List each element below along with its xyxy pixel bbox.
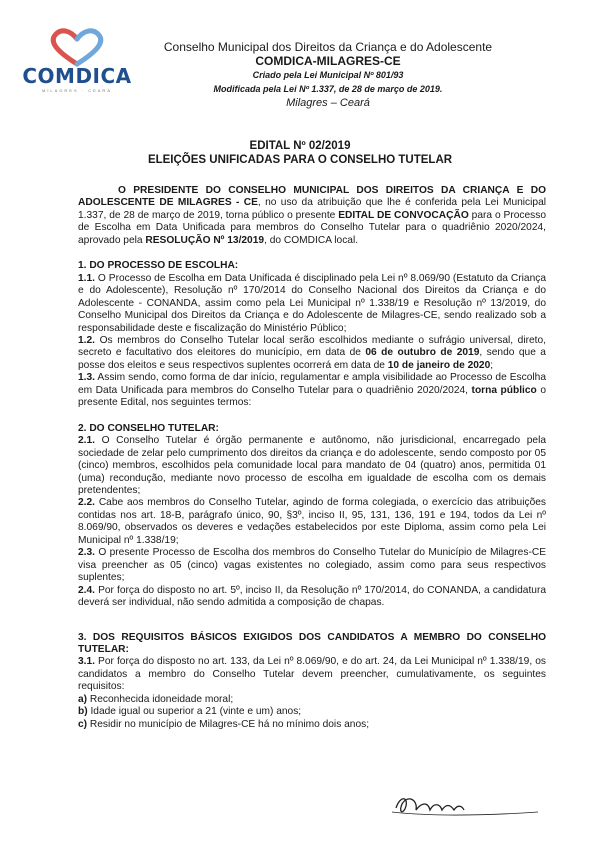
intro-paragraph — [78, 185, 546, 247]
clause-text: O Conselho Tutelar é órgão permanente e autônomo, não jurisdicional, encarregado pela sociedade de zelar pelo cumprimento dos direitos da criança e do adolescente, sendo composto por 05 (cinco) membros, escolhidos pela comunidade local para mandato de 04 (quatro) anos, permitida 01 (uma) recondução, mediante novo processo de escolha em igualdade de escolha com os demais pretendentes; — [78, 435, 546, 496]
intro-bold-edital: EDITAL DE CONVOCAÇÃO — [338, 209, 469, 221]
clause-bold-date: 06 de outubro de 2019 — [365, 347, 480, 359]
header-acronym: COMDICA-MILAGRES-CE — [255, 54, 401, 68]
section-2-heading: 2. DO CONSELHO TUTELAR: — [78, 422, 219, 434]
clause-number: 1.1. — [78, 272, 95, 284]
clause-text: Por força do disposto no art. 133, da Lei nº 8.069/90, e do art. 24, da Lei Municipal nº 1.338/19, os candidatos a membro do Conselho Tutelar devem preencher, cumulativamente, os seguintes requisitos: — [78, 656, 546, 693]
item-letter: b) — [78, 706, 88, 718]
comdica-logo — [18, 28, 136, 98]
clause-number: 2.1. — [78, 435, 95, 447]
intro-text-2: para o Processo de Escolha em Data Unificada para membros do Conselho Tutelar para o quadriênio 2020/2024, aprovado pela — [78, 209, 547, 246]
item-letter: a) — [78, 693, 88, 705]
requirement-item — [78, 694, 546, 706]
header-council-name: Conselho Municipal dos Direitos da Criança e do Adolescente — [163, 40, 493, 54]
intro-text-1: , no uso da atribuição que lhe é conferida pela Lei Municipal 1.337, de 28 de março de 2019, torna público o presente — [78, 197, 546, 221]
edital-number: EDITAL Nº 02/2019 — [249, 140, 351, 152]
header-city: Milagres – Ceará — [286, 97, 370, 109]
clause-number: 2.4. — [78, 584, 95, 596]
item-text: Residir no município de Milagres-CE há no mínimo dois anos; — [87, 718, 370, 730]
clause-2-4 — [78, 585, 546, 610]
clause-number: 1.2. — [78, 334, 95, 346]
clause-bold-date: 10 de janeiro de 2020 — [387, 359, 491, 371]
intro-text-3: , do COMDICA local. — [264, 234, 359, 246]
intro-bold-resolution: RESOLUÇÃO Nº 13/2019 — [145, 234, 265, 246]
clause-1-3 — [78, 372, 546, 409]
document-body — [78, 185, 546, 731]
clause-2-2 — [78, 497, 546, 547]
clause-number: 3.1. — [78, 656, 95, 668]
document-title-block — [60, 139, 540, 167]
clause-text: Os membros do Conselho Tutelar local serão escolhidos mediante o sufrágio universal, direto, secreto e facultativo dos eleitores do município, em data de — [78, 334, 546, 359]
clause-number: 1.3. — [78, 372, 95, 384]
requirement-item — [78, 706, 546, 718]
clause-bold-text: torna público — [471, 384, 537, 396]
clause-text: o presente Edital, nos seguintes termos: — [78, 384, 546, 409]
clause-1-2 — [78, 335, 546, 372]
clause-text: Por força do disposto no art. 5º, inciso II, da Resolução nº 170/2014, do CONANDA, a candidatura deverá ser individual, não sendo admitida a composição de chapas. — [78, 584, 546, 609]
clause-3-1 — [78, 656, 546, 693]
edital-subtitle: ELEIÇÕES UNIFICADAS PARA O CONSELHO TUTELAR — [147, 154, 453, 166]
header-modification-law: Modificada pela Lei Nº 1.337, de 28 de março de 2019. — [213, 84, 443, 94]
header-creation-law: Criado pela Lei Municipal Nº 801/93 — [252, 70, 404, 80]
clause-number: 2.2. — [78, 497, 95, 509]
clause-number: 2.3. — [78, 547, 95, 559]
handwritten-signature — [388, 790, 538, 820]
clause-text: ; — [490, 359, 494, 371]
clause-text: O Processo de Escolha em Data Unificada é disciplinado pela Lei nº 8.069/90 (Estatuto da Criança e do Adolescente), Resolução nº 170/2014 do Conselho Nacional dos Direitos da Criança e do Adolescente - CONANDA, assim como pela Lei Municipal nº 1.338/19 e Resolução nº 13/2019, do Conselho Municipal dos Direitos da Criança e do Adolescente de Milagres-CE, sendo realizado sob a responsabilidade deste e fiscalização do Ministério Público; — [78, 272, 546, 334]
heart-logo-icon — [18, 28, 136, 68]
section-1-heading: 1. DO PROCESSO DE ESCOLHA: — [78, 260, 239, 272]
logo-subtext: MILAGRES · CEARÁ — [41, 88, 112, 93]
logo-text: COMDICA — [22, 64, 132, 88]
clause-text: Cabe aos membros do Conselho Tutelar, agindo de forma colegiada, o exercício das atribuições contidas nos art. 18-B, parágrafo único, 90, §3º, inciso II, 95, 131, 136, 191 e 194, todos da Lei nº 8.069/90, observados os deveres e vedações estabelecidos por este Diploma, assim como pela Lei Municipal nº 1.338/19; — [78, 497, 546, 546]
clause-text: , sendo que a posse dos eleitos e seus respectivos suplentes ocorrerá em data de — [78, 347, 546, 371]
requirement-item — [78, 719, 546, 731]
clause-2-3 — [78, 547, 546, 584]
clause-2-1 — [78, 435, 546, 497]
section-3-heading: 3. DOS REQUISITOS BÁSICOS EXIGIDOS DOS CANDIDATOS A MEMBRO DO CONSELHO TUTELAR: — [78, 631, 546, 655]
letterhead — [138, 40, 518, 110]
item-text: Reconhecida idoneidade moral; — [87, 693, 234, 705]
clause-text: O presente Processo de Escolha dos membros do Conselho Tutelar do Município de Milagres-CE visa preencher as 05 (cinco) vagas existentes no colegiado, assim como para seus respectivos suplentes; — [78, 547, 546, 584]
intro-bold-president: O PRESIDENTE DO CONSELHO MUNICIPAL DOS DIREITOS DA CRIANÇA E DO ADOLESCENTE DE MILAGRES - CE — [78, 185, 546, 209]
item-text: Idade igual ou superior a 21 (vinte e um) anos; — [87, 706, 302, 718]
item-letter: c) — [78, 718, 88, 730]
clause-1-1 — [78, 273, 546, 335]
clause-text: Assim sendo, como forma de dar início, regulamentar e ampla visibilidade ao Processo de Escolha em Data Unificada para membros do Conselho Tutelar para o quadriênio 2020/2024, — [78, 372, 546, 396]
